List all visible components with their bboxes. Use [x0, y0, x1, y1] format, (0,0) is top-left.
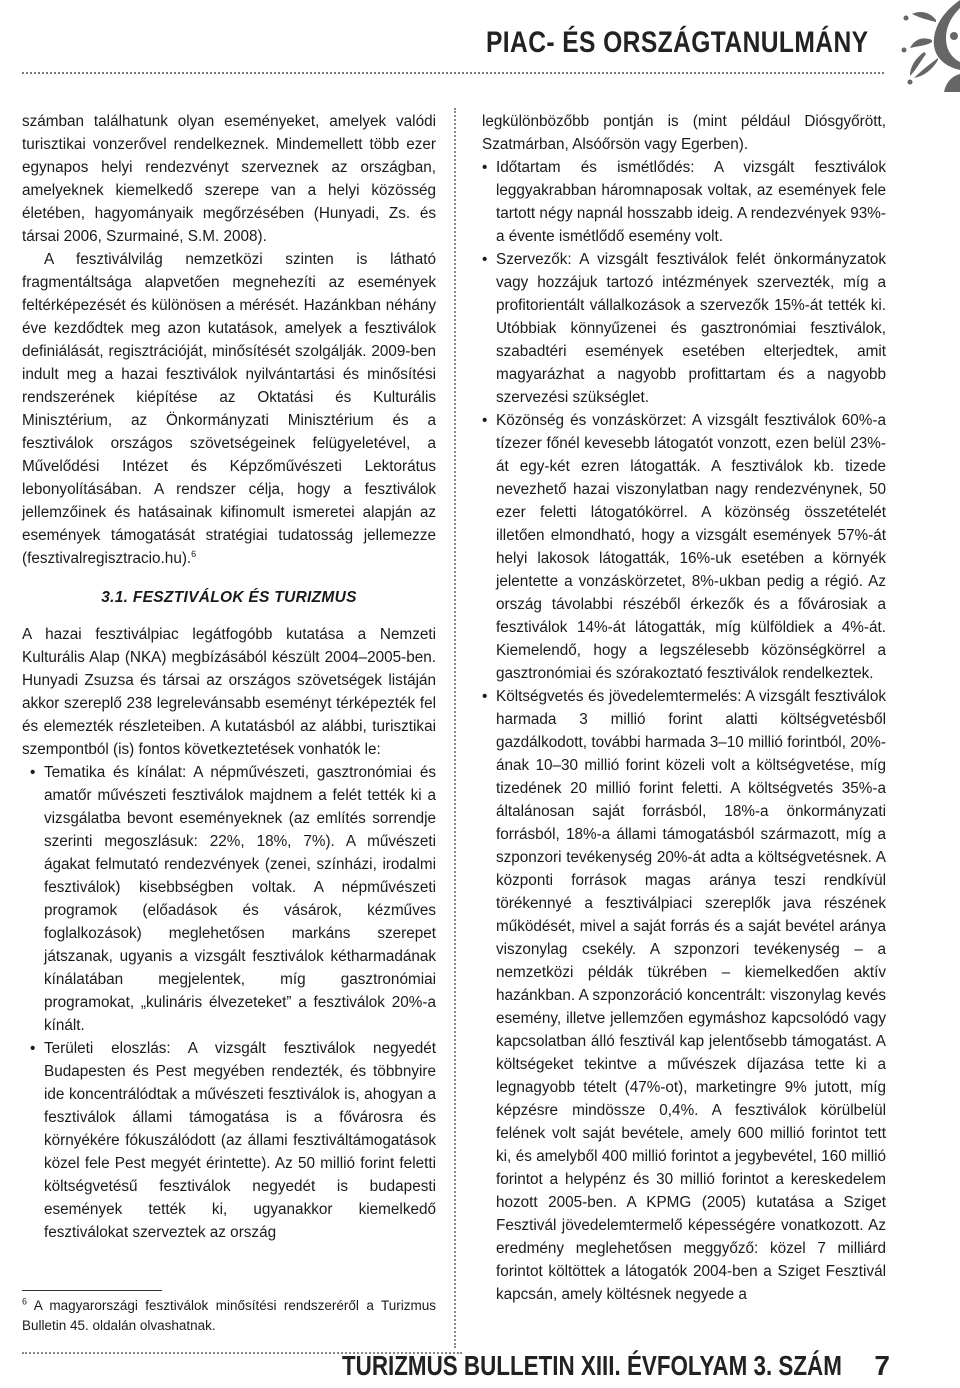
list-item-idotartam: • Időtartam és ismétlődés: A vizsgált fesztiválok leggyakrabban háromnaposak voltak, az események fele tartott négy napnál hosszabb ideig. A rendezvények 93%-a évente ismétlődő esemény volt. — [472, 156, 886, 248]
footnote-divider — [22, 1290, 162, 1291]
list-item-szervezok: • Szervezők: A vizsgált fesztiválok felét önkormányzatok vagy hozzájuk tartozó intézmények szervezték, míg a profitorientált vállalkozások a szervezők 15%-át tették ki. Utóbbiak könnyűzenei és gasztronómiai fesztiválok, szabadtéri események esetében elterjedtek, amit magyarázhat a nagyobb profittartam és a nagyobb szervezési szükséglet. — [472, 248, 886, 409]
list-item-teruleti: • Területi eloszlás: A vizsgált fesztiválok negyedét Budapesten és Pest megyében rendezték, és többnyire ide koncentrálódtak a művészeti fesztiválok is, ahogyan a fesztiválok állami támogatása is a fővárosra és környékére fókuszálódott (az állami fesztiváltámogatások közel fele Pest megyét érintette). Az 50 millió forint feletti költségvetésű fesztiválok negyedét is budapesti események tették ki, ugyanakkor kiemelkedő fesztiválokat szerveztek az ország — [22, 1037, 436, 1244]
page-header — [0, 0, 960, 70]
paragraph-research: A hazai fesztiválpiac legátfogóbb kutatása a Nemzeti Kulturális Alap (NKA) megbízásából készült 2004–2005-ben. Hunyadi Zsuzsa és társai az országos szövetségek listáján akkor szereplő 238 legrelevánsabb eseményt térképezték fel és elemezték részleteiben. A kutatásból az alábbi, turisztikai szempontból (is) fontos következtetések vonhatók le: — [22, 626, 436, 758]
publication-footer: TURIZMUS BULLETIN XIII. ÉVFOLYAM 3. SZÁM — [342, 1350, 842, 1381]
list-item-tematika: • Tematika és kínálat: A népművészeti, gasztronómiai és amatőr művészeti fesztiválok majdnem a felét tették ki a vizsgálatba bevont eseményeknek (az említés sorrendje szerinti megoszlásuk: 22%, 18%, 7%). A művészeti ágakat felmutató rendezvények (zenei, színházi, irodalmi fesztiválok) kisebbségben voltak. A népművészeti programok (előadások és vásárok, kézműves foglalkozások) meglehetősen markáns szerepet játszanak, ugyanis a vizsgált fesztiválok kétharmadának kínálatában megjelentek, míg gasztronómiai programokat, „kulináris élvezeteket” a fesztiválok 20%-a kínált. — [22, 761, 436, 1037]
paragraph-continuation: legkülönbözőbb pontján is (mint például Diósgyőrött, Szatmárban, Alsóőrsön vagy Egerben). — [482, 113, 886, 153]
page-number: 7 — [874, 1350, 890, 1381]
list-item-kozonseg: • Közönség és vonzáskörzet: A vizsgált fesztiválok 60%-a tízezer főnél kevesebb látogatót vonzott, ezen belül 23%-át egy-két ezren látogatták. A fesztiválok kb. tizede nevezhető hazai viszonylatban nagy rendezvénynek, 50 ezer feletti látogatókörrel. A közönség összetételét illetően elmondható, hogy a vizsgált események 57%-át helyi lakosok látogatták, 16%-uk esetében a környék jelentette a vonzáskörzetet, 8%-ukban pedig a régió. Az ország távolabbi részéből érkezők és a fővárosiak a fesztiválok 14%-át látogatták, míg külföldiek a 4%-át. Kiemelendő, hogy a legszélesebb közönségkörrel a gasztronómiai és szórakoztató fesztiválok rendelkeztek. — [472, 409, 886, 685]
list-item-koltsegvetes: • Költségvetés és jövedelemtermelés: A vizsgált fesztiválok harmada 3 millió forint alatti költségvetésből gazdálkodott, további harmada 3–10 millió forintból, 20%-ának 10–30 millió forint közeli volt a költségvetése, míg tizedének 20 millió forint feletti. A költségvetés 35%-a általánosan saját forrásból, 18%-a önkormányzati forrásból, 18%-a állami támogatásból származott, míg a szponzori tevékenység 20%-át adta a költségvetésnek. A központi források magas aránya teszi rendkívül törékennyé a fesztiválpiaci szereplők java részének működését, mivel a saját forrás és a saját bevétel aránya viszonylag csekély. A szponzori tevékenység – a nemzetközi példák tükrében – kiemelkedően aktív hazánkban. A szponzoráció koncentrált: viszonylag kevés esemény, illetve jellemzően egymáshoz kapcsolódó vagy kapcsolatban álló fesztivál kap jelentősebb támogatást. A költségeket tekintve a művészek díjazása tette ki a legnagyobb tételt (47%-ot), marketingre 9% jutott, míg képzésre mindössze 0,4%. A fesztiválok körülbelül felének volt saját bevétele, amely 600 millió forintot tett ki, és amelyből 400 millió forintot a jegybevétel, 160 millió forintot a helypénz és 30 millió forintot a kereskedelem hozott 2005-ben. A KPMG (2005) kutatása a Sziget Fesztivál jövedelemtermelő képességére vonatkozott. Az eredmény meglehetősen meggyőző: közel 7 milliárd forintot költöttek a látogatók 2004-ben a Sziget Fesztivál kapcsán, amely költésnek negyede a — [472, 685, 886, 1306]
section-header-title: PIAC- ÉS ORSZÁGTANULMÁNY — [485, 26, 868, 59]
header-divider — [22, 72, 884, 74]
paragraph-fragmentation: A fesztiválvilág nemzetközi szinten is látható fragmentáltsága alapvetően megnehezíti az események feltérképezését és különösen a mérését. Hazánkban néhány éve kezdődtek meg azon kutatások, amelyek a fesztiválok definiálását, regisztrációját, minősítését szolgálják. 2009-ben indult meg a hazai fesztiválok nyilvántartási és minősítési rendszerének kiépítése az Oktatási és Kulturális Minisztérium, az Önkormányzati Minisztérium és a fesztiválok országos szövetségeinek felügyeletével, a Művelődési Intézet és Képzőművészeti Lektorátus lebonyolításában. A rendszer célja, hogy a fesztiválok jellemzőinek és hatásainak kifinomult ismeretei alapján az események támogatását stratégiai tudatosság jellemezze (fesztivalregisztracio.hu).$^6$ — [22, 251, 436, 567]
footnote-ref: 6 — [191, 548, 197, 559]
findings-list-continued — [472, 156, 886, 1306]
decorative-ornament-icon — [876, 0, 960, 92]
findings-list — [22, 761, 436, 1244]
footnote-number: 6 — [22, 1296, 28, 1307]
section-heading: 3.1. FESZTIVÁLOK ÉS TURIZMUS — [101, 589, 357, 606]
paragraph-intro: számban találhatunk olyan eseményeket, amelyek valódi turisztikai vonzerővel rendelkeznek. Mindemellett több ezer egynapos helyi rendezvényt szerveznek az országban, amelyeknek kiemelkedő szerepe van a helyi közösség életében, hagyományaik megőrzésében (Hunyadi, Zs. és társai 2006, Szurmainé, S.M. 2008). — [22, 113, 436, 245]
left-column — [22, 110, 436, 1244]
footnote-text: A magyarországi fesztiválok minősítési rendszeréről a Turizmus Bulletin 45. oldalán olvashatnak. — [22, 1298, 436, 1333]
right-column — [472, 110, 886, 1306]
column-divider — [454, 108, 456, 1348]
footnote — [22, 1296, 436, 1336]
